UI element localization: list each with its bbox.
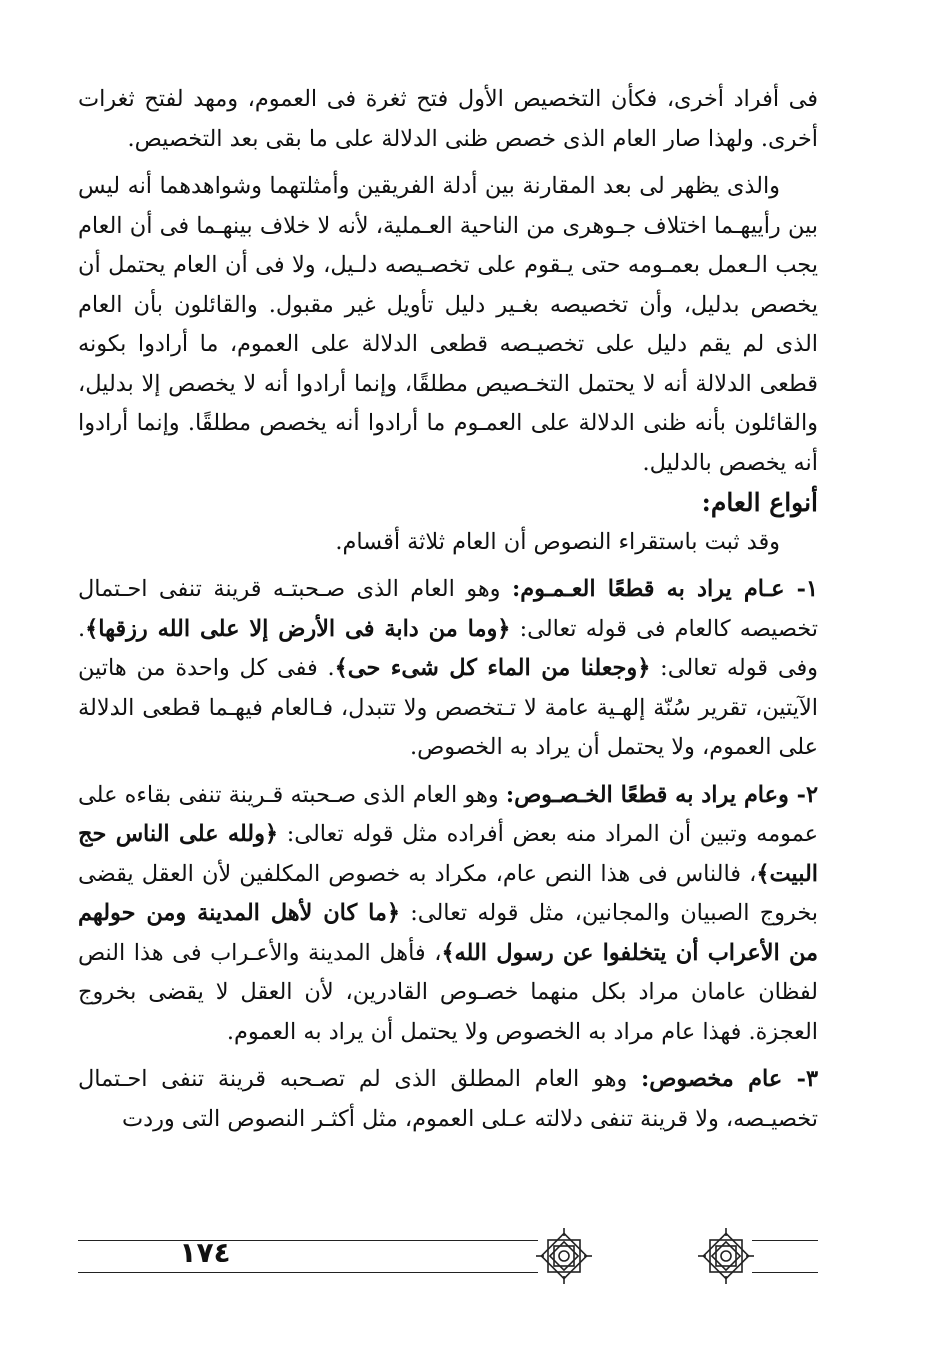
page-body [78,80,818,1139]
item-2-text-b: ، فالناس فى هذا النص عام، مكراد به خصوص المكلفين لأن العقل يقضى بخروج الصبيان والمجانين، مثل قوله تعالى: [78,860,819,926]
star-ornament-icon [534,1226,594,1286]
paragraph-3: وقد ثبت باستقراء النصوص أن العام ثلاثة أقسام. [335,528,780,555]
item-2-verse-1: ﴿ولله على الناس حج البيت﴾ [78,821,818,887]
section-heading: أنواع العام: [701,488,818,517]
paragraph-1: فى أفراد أخرى، فكأن التخصيص الأول فتح ثغرة فى العموم، ومهد لفتح ثغرات أخرى. ولهذا صار العام الذى خصص ظنى الدلالة على ما بقى بعد التخصيص. [78,86,818,152]
item-1-text-b: . وفى قوله تعالى: [78,615,818,681]
item-1-verse-1: ﴿وما من دابة فى الأرض إلا على الله رزقها﴾ [85,615,511,642]
item-2-text-c: ، فأهل المدينة والأعـراب فى هذا النص لفظان عامان مراد بكل منهما خصـوص القادرين، لأن العقل لا يقضى بخروج العجزة. فهذا عام مراد به الخصوص ولا يحتمل أن يراد به العموم. [78,939,818,1045]
item-3-title: ٣- عام مخصوص: [640,1066,818,1092]
footer-rule-left-bottom [752,1272,818,1273]
item-1-title: ١- عـام يراد به قطعًا العـمـوم: [511,576,819,602]
list-item-1 [78,570,818,768]
paragraph-2: والذى يظهر لى بعد المقارنة بين أدلة الفريقين وأمثلتهما وشواهدهما أنه ليس بين رأييهـما اختلاف جـوهرى من الناحية العـملية، لأنه لا خلاف بينهـما فى أن العام يجب الـعمل بعمـومه حتى يـقوم على تخصـيصه دلـيل، ولا فى أن العام يحتمل أن يخصص بدليل، وأن تخصيصه بغـير دليل تأويل غير مقبول. والقائلون بأن العام الذى لم يقم دليل على تخصيـصه قطعى الدلالة على العموم، ما أرادوا بكونه قطعى الدلالة أنه لا يحتمل التخـصيص مطلقًا، وإنما أرادوا أنه لا يخصص إلا بدليل، والقائلون بأنه ظنى الدلالة على العمـوم ما أرادوا أنه يخصص مطلقًا. وإنما أرادوا أنه يخصص بالدليل. [78,173,818,476]
star-ornament-icon [696,1226,756,1286]
item-2-title: ٢- وعام يراد به قطعًا الخـصـوص: [505,781,818,808]
list-item-2 [78,776,818,1053]
item-1-verse-2: ﴿وجعلنا من الماء كل شىء حى﴾ [334,655,651,681]
footer-rule-right-bottom [78,1272,538,1273]
item-2-verse-2: ﴿ما كان لأهل المدينة ومن حولهم من الأعراب أن يتخلفوا عن رسول الله﴾ [78,900,818,966]
list-item-3 [78,1060,818,1139]
item-2-text-a: وهو العام الذى صـحبته قـرينة تنفى بقاءه على عمومه وتبين أن المراد منه بعض أفراده مثل قوله تعالى: [78,781,818,847]
item-1-text-c: . ففى كل واحدة من هاتين الآيتين، تقرير سُنّة إلهـية عامة لا تـتخصص ولا تتبدل، فـالعام فيهـما قطعى الدلالة على العموم، ولا يحتمل أن يراد به الخصوص. [78,655,818,760]
item-1-text-a: وهو العام الذى صـحبتـه قرينة تنفى احـتمال تخصيصه كالعام فى قوله تعالى: [78,576,818,642]
page-footer [78,1216,818,1292]
footer-rule-right-top [78,1240,538,1241]
item-3-text-a: وهو العام المطلق الذى لم تصـحبه قرينة تنفى احـتمال تخصيـصه، ولا قرينة تنفى دلالته عـلى العموم، مثل أكثـر النصوص التى وردت [78,1066,818,1132]
footer-rule-left-top [752,1240,818,1241]
page-number: ١٧٤ [179,1236,231,1269]
